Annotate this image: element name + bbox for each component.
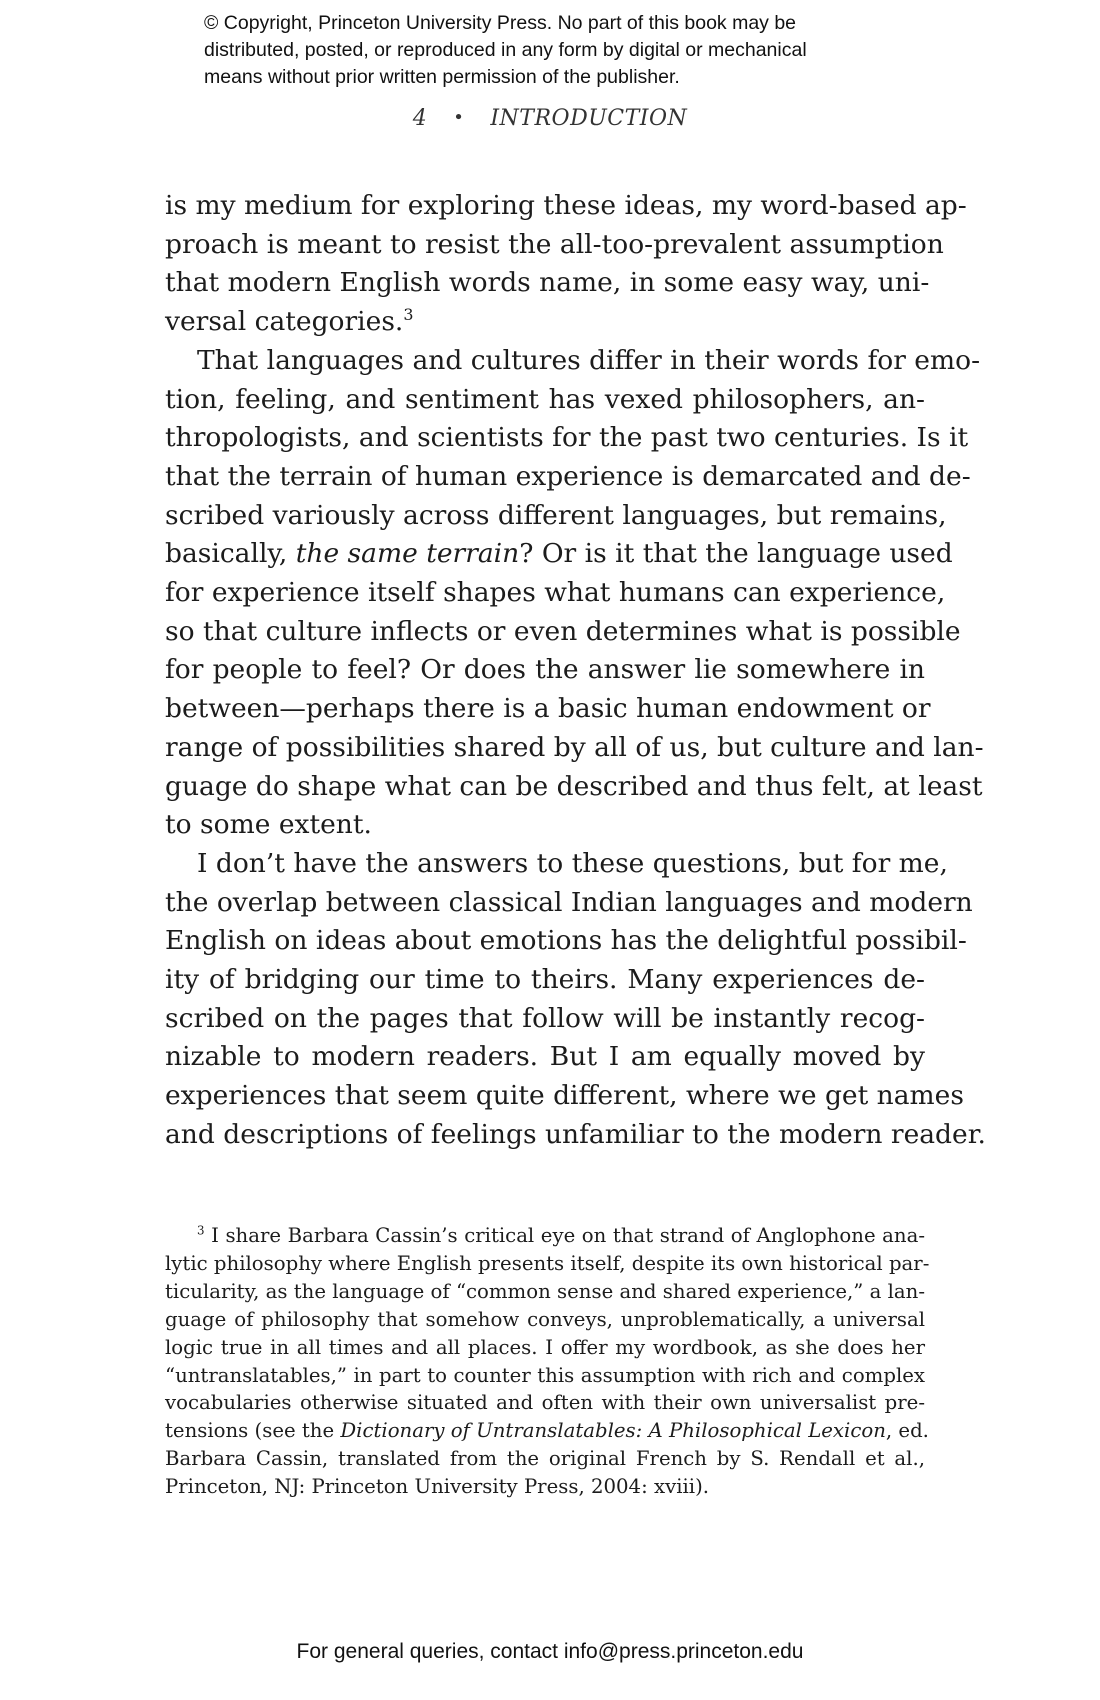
text-line: that modern English words name, in some easy way, uni- [165, 267, 930, 299]
copyright-line: distributed, posted, or reproduced in any form by digital or mechanical [204, 39, 807, 61]
paragraph [165, 187, 967, 342]
footnote-line: guage of philosophy that somehow conveys, unproblematically, a universal [165, 1307, 925, 1331]
footnote-line: Princeton, NJ: Princeton University Press, 2004: xviii). [165, 1475, 710, 1499]
copyright-line: means without prior written permission of the publisher. [204, 66, 680, 88]
text-line: That languages and cultures differ in their words for emo- [197, 344, 981, 376]
text-run: , ed. [885, 1419, 929, 1443]
text-run: basically, [165, 538, 296, 570]
footnote-line [165, 1222, 925, 1250]
text-run: I share Barbara Cassin’s critical eye on that strand of Anglophone ana- [204, 1224, 925, 1247]
footnote-marker: 3 [197, 1223, 205, 1238]
text-line: guage do shape what can be described and thus felt, at least [165, 770, 983, 802]
text-run: versal categories. [165, 306, 404, 338]
text-run: tensions (see the [165, 1419, 341, 1443]
footnote-line: “untranslatables,” in part to counter this assumption with rich and complex [165, 1363, 925, 1387]
text-line: scribed on the pages that follow will be instantly recog- [165, 1002, 925, 1034]
text-line [165, 303, 925, 342]
footnote-line: ticularity, as the language of “common sense and shared experience,” a lan- [165, 1279, 925, 1303]
text-line: proach is meant to resist the all-too-prevalent assumption [165, 228, 944, 260]
text-line: that the terrain of human experience is demarcated and de- [165, 460, 971, 492]
footnote-line: Barbara Cassin, translated from the original French by S. Rendall et al., [165, 1447, 925, 1471]
book-title: Dictionary of Untranslatables: A Philosophical Lexicon [340, 1419, 886, 1443]
text-line: so that culture inflects or even determines what is possible [165, 615, 961, 647]
paragraph [165, 342, 984, 845]
text-line: for experience itself shapes what humans can experience, [165, 577, 946, 609]
footnote-line: lytic philosophy where English presents itself, despite its own historical par- [165, 1251, 930, 1275]
footnote-line: vocabularies otherwise situated and often with their own universalist pre- [165, 1391, 925, 1415]
text-line: between—perhaps there is a basic human endowment or [165, 693, 931, 725]
footer-contact: For general queries, contact info@press.princeton.edu [296, 1640, 804, 1663]
text-line: English on ideas about emotions has the delightful possibil- [165, 925, 967, 957]
bullet-separator: • [453, 107, 465, 128]
copyright-line: © Copyright, Princeton University Press. No part of this book may be [204, 12, 797, 34]
body-text [165, 187, 986, 1155]
copyright-notice [204, 10, 924, 91]
text-line: for people to feel? Or does the answer lie somewhere in [165, 654, 925, 686]
text-line: ity of bridging our time to theirs. Many experiences de- [165, 964, 925, 996]
text-line: is my medium for exploring these ideas, my word-based ap- [165, 190, 967, 221]
text-line: thropologists, and scientists for the past two centuries. Is it [165, 422, 969, 454]
footnote-line [165, 1417, 929, 1445]
text-line: tion, feeling, and sentiment has vexed philosophers, an- [165, 383, 925, 415]
text-line: and descriptions of feelings unfamiliar to the modern reader. [165, 1118, 986, 1150]
text-line: nizable to modern readers. But I am equally moved by [165, 1041, 925, 1073]
running-title: INTRODUCTION [490, 106, 688, 131]
paragraph [165, 845, 986, 1155]
text-line: scribed variously across different languages, but remains, [165, 499, 947, 531]
text-line: to some extent. [165, 809, 372, 841]
text-line [165, 535, 953, 574]
footnote [165, 1222, 930, 1501]
page-number: 4 [412, 106, 428, 131]
text-line: I don’t have the answers to these questions, but for me, [197, 847, 948, 879]
emphasis: the same terrain [295, 538, 520, 570]
text-line: range of possibilities shared by all of us, but culture and lan- [165, 731, 984, 763]
text-line: experiences that seem quite different, where we get names [165, 1080, 964, 1112]
footnote-line: logic true in all times and all places. I offer my wordbook, as she does her [165, 1335, 925, 1359]
running-head [0, 106, 1100, 131]
text-run: ? Or is it that the language used [519, 538, 953, 570]
text-line: the overlap between classical Indian languages and modern [165, 886, 973, 918]
footnote-reference[interactable]: 3 [403, 305, 414, 325]
